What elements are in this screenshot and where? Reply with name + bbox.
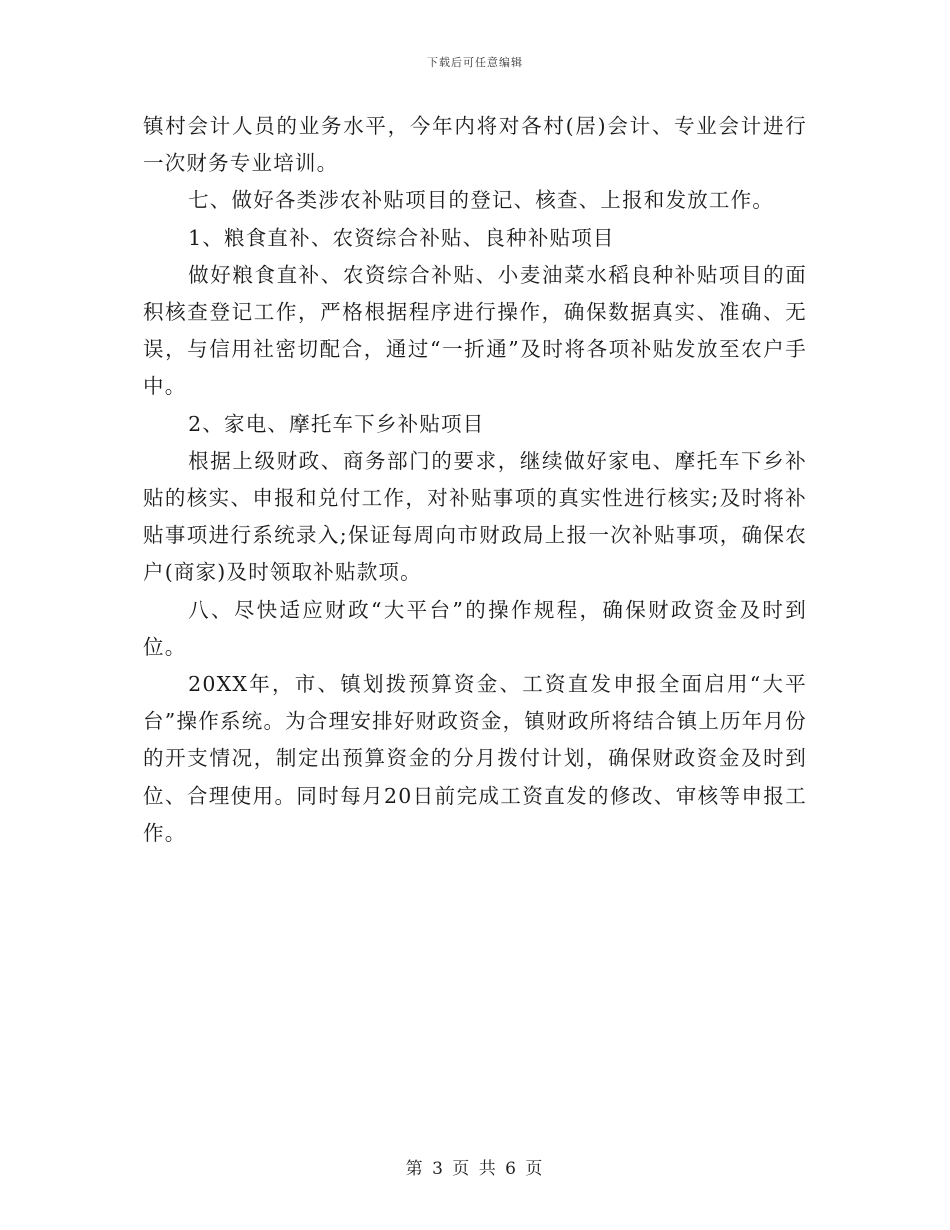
subheading-appliance-subsidy: 2、家电、摩托车下乡补贴项目 bbox=[188, 411, 485, 436]
section-heading-seven: 七、做好各类涉农补贴项目的登记、核查、上报和发放工作。 bbox=[188, 188, 774, 213]
paragraph-grain-subsidy: 做好粮食直补、农资综合补贴、小麦油菜水稻良种补贴项目的面积核查登记工作，严格根据程序进行操作，确保数据真实、准确、无误，与信用社密切配合，通过“一折通”及时将各项补贴发放至农户手中。 bbox=[143, 262, 807, 399]
page-number-footer: 第 3 页 共 6 页 bbox=[405, 1159, 545, 1179]
paragraph-training: 镇村会计人员的业务水平，今年内将对各村(居)会计、专业会计进行一次财务专业培训。 bbox=[143, 114, 807, 176]
section-heading-eight: 八、尽快适应财政“大平台”的操作规程，确保财政资金及时到位。 bbox=[143, 597, 807, 659]
document-body bbox=[143, 108, 807, 852]
paragraph-platform: 20XX年，市、镇划拨预算资金、工资直发申报全面启用“大平台”操作系统。为合理安排好财政资金，镇财政所将结合镇上历年月份的开支情况，制定出预算资金的分月拨付计划，确保财政资金及时到位、合理使用。同时每月20日前完成工资直发的修改、审核等申报工作。 bbox=[143, 672, 807, 845]
page-header: 下载后可任意编辑 bbox=[427, 56, 523, 69]
subheading-grain-subsidy: 1、粮食直补、农资综合补贴、良种补贴项目 bbox=[188, 225, 615, 250]
paragraph-appliance-subsidy: 根据上级财政、商务部门的要求，继续做好家电、摩托车下乡补贴的核实、申报和兑付工作，对补贴事项的真实性进行核实;及时将补贴事项进行系统录入;保证每周向市财政局上报一次补贴事项，确保农户(商家)及时领取补贴款项。 bbox=[143, 448, 807, 585]
